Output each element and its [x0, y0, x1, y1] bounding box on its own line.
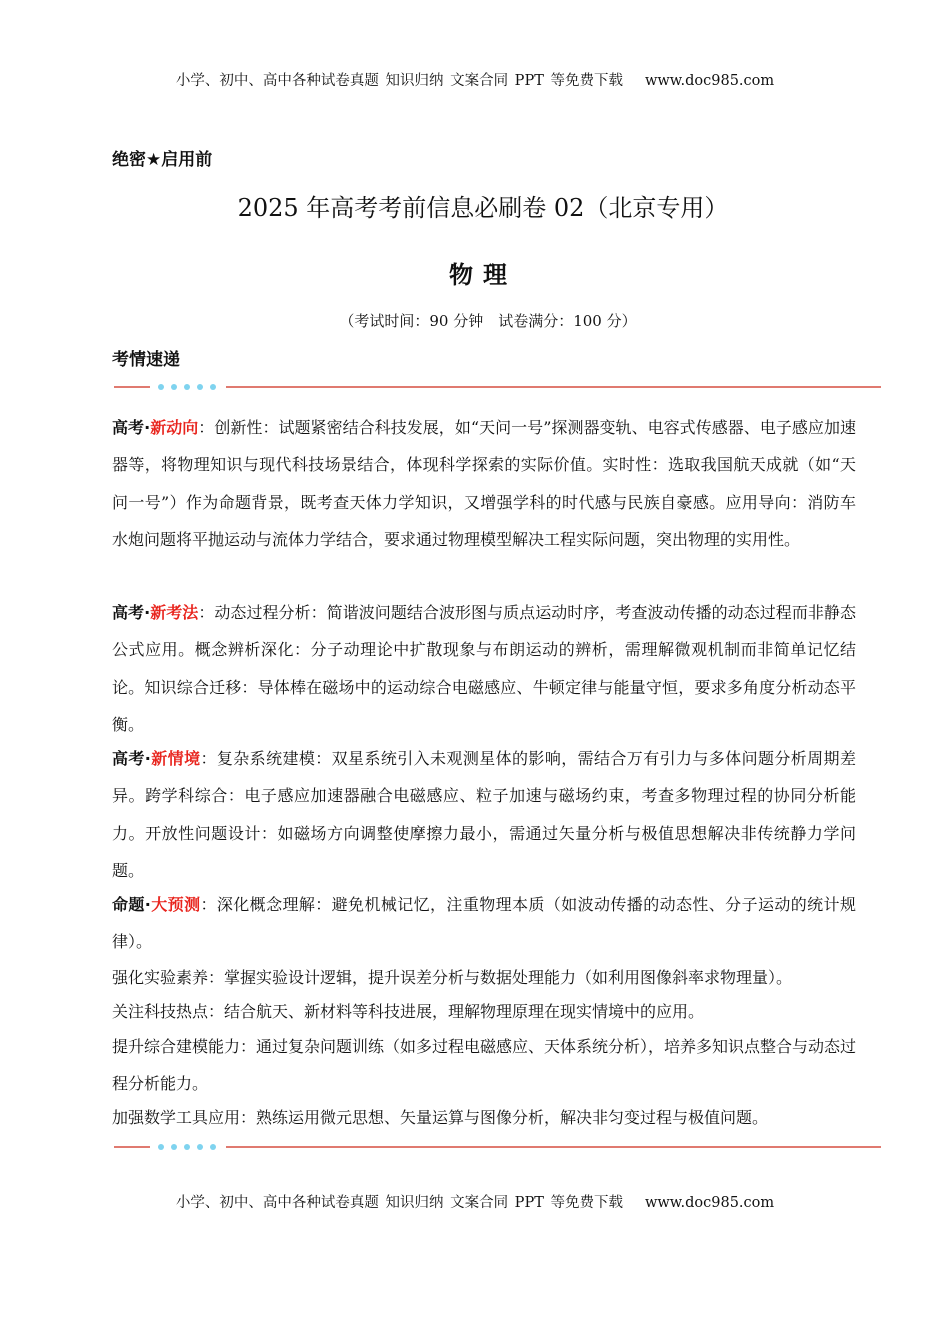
para-text: 动态过程分析：简谐波问题结合波形图与质点运动时序，考查波动传播的动态过程而非静态公式应用。概念辨析深化：分子动理论中扩散现象与布朗运动的辨析，需理解微观机制而非简单记忆结论。知识综合迁移：导体棒在磁场中的运动综合电磁感应、牛顿定律与能量守恒，要求多角度分析动态平衡。 — [112, 603, 856, 734]
footer-url[interactable]: www.doc985.com — [644, 1195, 775, 1211]
paragraph-prediction — [112, 886, 856, 961]
page-footer — [0, 1191, 950, 1212]
para-sep: ： — [200, 749, 217, 768]
page-header — [0, 69, 950, 90]
list-item: 强化实验素养：掌握实验设计逻辑，提升误差分析与数据处理能力（如利用图像斜率求物理量）。 — [112, 968, 793, 987]
para-key: 新动向 — [150, 418, 199, 437]
list-item: 关注科技热点：结合航天、新材料等科技进展，理解物理原理在现实情境中的应用。 — [112, 1002, 705, 1021]
header-text: 小学、初中、高中各种试卷真题 知识归纳 文案合同 PPT 等免费下载 — [175, 73, 623, 89]
paragraph-new-context — [112, 740, 856, 889]
subject-title: 物理 — [449, 261, 517, 289]
para-prefix: 高考· — [112, 418, 151, 437]
paragraph-new-trend — [112, 409, 856, 558]
document-title: 2025 年高考考前信息必刷卷 02（北京专用） — [237, 194, 729, 222]
divider-bottom — [114, 1142, 881, 1152]
list-item: 提升综合建模能力：通过复杂问题训练（如多过程电磁感应、天体系统分析），培养多知识点整合与动态过程分析能力。 — [112, 1037, 857, 1094]
para-sep: ： — [198, 603, 215, 622]
para-text: 深化概念理解：避免机械记忆，注重物理本质（如波动传播的动态性、分子运动的统计规律）。 — [112, 895, 856, 952]
para-prefix: 命题· — [112, 895, 151, 914]
para-sep: ： — [198, 418, 215, 437]
paragraph-new-method — [112, 594, 856, 743]
para-prefix: 高考· — [112, 749, 151, 768]
para-text: 创新性：试题紧密结合科技发展，如“天问一号”探测器变轨、电容式传感器、电子感应加速器等，将物理知识与现代科技场景结合，体现科学探索的实际价值。实时性：选取我国航天成就（如“天问一号”）作为命题背景，既考查天体力学知识，又增强学科的时代感与民族自豪感。应用导向：消防车水炮问题将平抛运动与流体力学结合，要求通过物理模型解决工程实际问题，突出物理的实用性。 — [112, 418, 856, 549]
para-sep: ： — [200, 895, 217, 914]
divider-top — [114, 382, 881, 392]
para-prefix: 高考· — [112, 603, 151, 622]
para-text: 复杂系统建模：双星系统引入未观测星体的影响，需结合万有引力与多体问题分析周期差异。跨学科综合：电子感应加速器融合电磁感应、粒子加速与磁场约束，考查多物理过程的协同分析能力。开放性问题设计：如磁场方向调整使摩擦力最小，需通过矢量分析与极值思想解决非传统静力学问题。 — [112, 749, 856, 880]
para-key: 新情境 — [150, 749, 201, 768]
list-item: 加强数学工具应用：熟练运用微元思想、矢量运算与图像分析，解决非匀变过程与极值问题。 — [112, 1108, 769, 1127]
header-url[interactable]: www.doc985.com — [644, 73, 775, 89]
para-key: 大预测 — [150, 895, 201, 914]
para-key: 新考法 — [150, 603, 199, 622]
exam-info: （考试时间：90 分钟 试卷满分：100 分） — [339, 312, 637, 330]
footer-text: 小学、初中、高中各种试卷真题 知识归纳 文案合同 PPT 等免费下载 — [175, 1195, 623, 1211]
secret-label: 绝密★启用前 — [112, 150, 213, 170]
section-title: 考情速递 — [112, 350, 180, 370]
